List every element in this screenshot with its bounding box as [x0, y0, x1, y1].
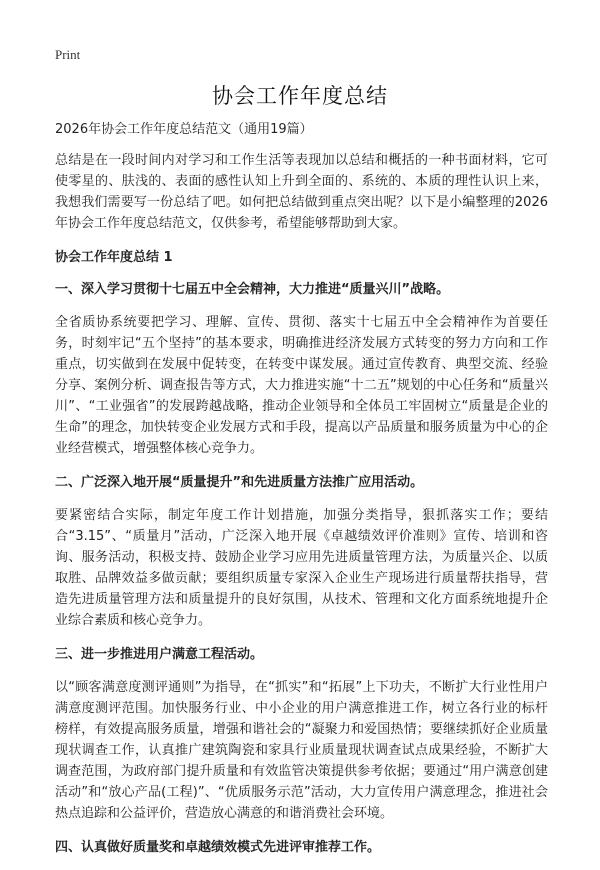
section-heading-2: 二、广泛深入地开展“质量提升”和先进质量方法推广应用活动。 — [55, 475, 424, 490]
section-heading-4: 四、认真做好质量奖和卓越绩效模式先进评审推荐工作。 — [55, 840, 381, 855]
section-heading-1: 一、深入学习贯彻十七届五中全会精神，大力推进“质量兴川”战略。 — [55, 282, 450, 297]
section-body-2: 要紧密结合实际，制定年度工作计划措施，加强分类指导，狠抓落实工作；要结合“3.15”、“质量月”活动，广泛深入地开展《卓越绩效评价准则》宣传、培训和咨询、服务活动，积极支持、鼓励企业学习应用先进质量管理方法，为质量兴企、以质取胜、品牌效益多做贡献；要组织质量专家深入企业生产现场进行质量帮扶指导，营造先进质量管理方法和质量提升的良好氛围，从技术、管理和文化方面系统地提升企业综合素质和核心竞争力。 — [55, 508, 548, 628]
intro-paragraph: 总结是在一段时间内对学习和工作生活等表现加以总结和概括的一种书面材料，它可使零星的、肤浅的、表面的感性认知上升到全面的、系统的、本质的理性认识上来，我想我们需要写一份总结了吧。如何把总结做到重点突出呢？以下是小编整理的2026年协会工作年度总结范文，仅供参考，希望能够帮助到大家。 — [55, 153, 548, 231]
page-title: 协会工作年度总结 — [212, 84, 388, 108]
section-heading-3: 三、进一步推进用户满意工程活动。 — [55, 647, 264, 662]
article-heading: 协会工作年度总结 1 — [55, 250, 173, 265]
section-body-1: 全省质协系统要把学习、理解、宣传、贯彻、落实十七届五中全会精神作为首要任务，时刻牢记“五个坚持”的基本要求，明确推进经济发展方式转变的努力方向和工作重点，切实做到在发展中促转变，在转变中谋发展。通过宣传教育、典型交流、经验分享、案例分析、调查报告等方式，大力推进实施“十二五”规划的中心任务和“质量兴川”、“工业强省”的发展跨越战略，推动企业领导和全体员工牢固树立“质量是企业的生命”的理念，加快转变企业发展方式和手段，提高以产品质量和服务质量为中心的企业经营模式，增强整体核心竞争力。 — [55, 315, 548, 456]
section-body-3: 以“顾客满意度测评通则”为指导，在“抓实”和“拓展”上下功夫，不断扩大行业性用户满意度测评范围。加快服务行业、中小企业的用户满意推进工作，树立各行业的标杆榜样，有效提高服务质量，增强和谐社会的“凝聚力和爱国热情；要继续抓好企业质量现状调查工作，认真推广建筑陶瓷和家具行业质量现状调查试点成果经验，不断扩大调查范围，为政府部门提升质量和有效监管决策提供参考依据；要通过“用户满意创建活动”和“放心产品(工程)”、“优质服务示范”活动，大力宣传用户满意理念，推进社会热点追踪和公益评价，营造放心满意的和谐消费社会环境。 — [55, 680, 548, 821]
article-body — [55, 120, 548, 870]
print-link[interactable]: Print — [55, 47, 81, 62]
article-subtitle: 2026年协会工作年度总结范文（通用19篇） — [55, 122, 313, 137]
